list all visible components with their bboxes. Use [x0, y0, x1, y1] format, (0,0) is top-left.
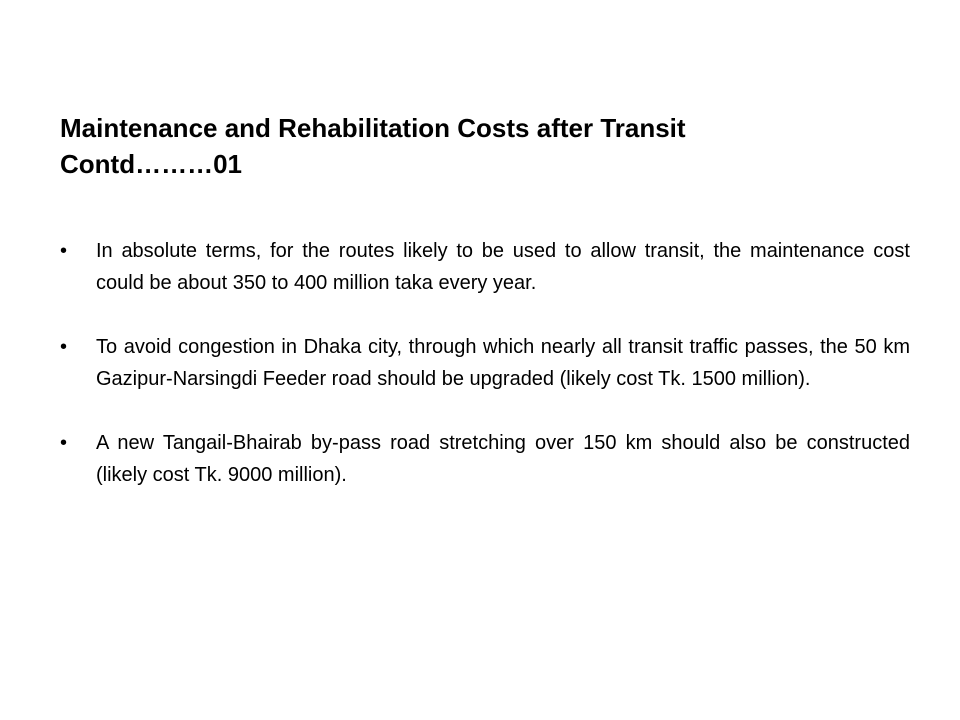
- bullet-text: To avoid congestion in Dhaka city, through which nearly all transit traffic passes, the 50 km Gazipur-Narsingdi Feeder road should be upgraded (likely cost Tk. 1500 million).: [96, 336, 910, 390]
- slide-title: [60, 110, 880, 183]
- bullet-list: [60, 235, 910, 523]
- bullet-text: A new Tangail-Bhairab by-pass road stretching over 150 km should also be constructed (likely cost Tk. 9000 million).: [96, 432, 910, 486]
- bullet-item: [60, 427, 910, 491]
- slide-title-line-1: Maintenance and Rehabilitation Costs after Transit: [60, 113, 686, 143]
- bullet-item: [60, 235, 910, 299]
- bullet-icon: •: [60, 432, 68, 454]
- bullet-text: In absolute terms, for the routes likely to be used to allow transit, the maintenance cost could be about 350 to 400 million taka every year.: [96, 240, 910, 294]
- bullet-icon: •: [60, 240, 68, 262]
- bullet-icon: •: [60, 336, 68, 358]
- bullet-item: [60, 331, 910, 395]
- slide-title-line-2: Contd………01: [60, 149, 242, 180]
